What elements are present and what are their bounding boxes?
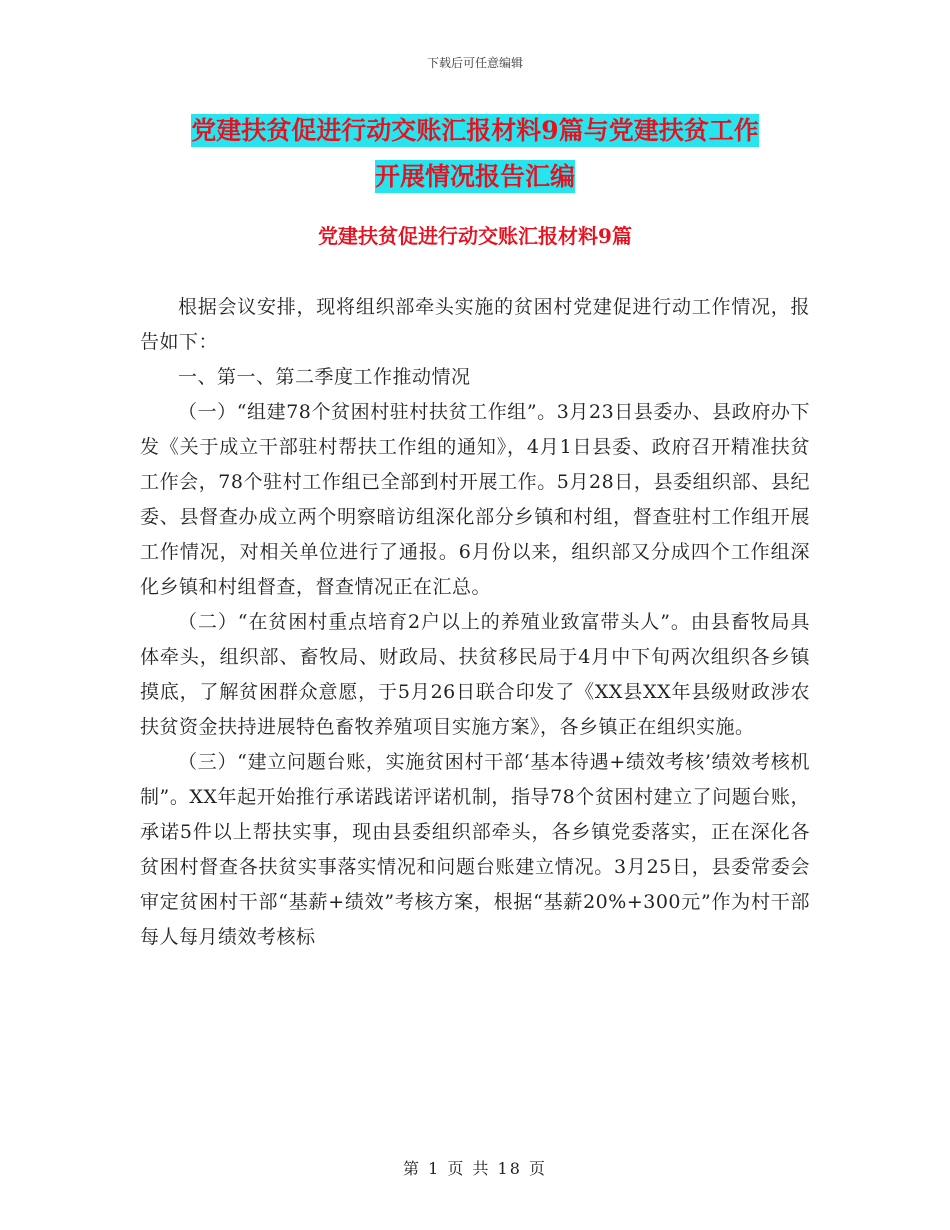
- paragraph-item-2: （二）“在贫困村重点培育2户以上的养殖业致富带头人”。由县畜牧局具体牵头，组织部、畜牧局、财政局、扶贫移民局于4月中下旬两次组织各乡镇摸底，了解贫困群众意愿，于5月26日联合印发了《XX县XX年县级财政涉农扶贫资金扶持进展特色畜牧养殖项目实施方案》，各乡镇正在组织实施。: [140, 611, 810, 738]
- paragraph-item-3: （三）“建立问题台账，实施贫困村干部‘基本待遇+绩效考核’绩效考核机制”。XX年起开始推行承诺践诺评诺机制，指导78个贫困村建立了问题台账，承诺5件以上帮扶实事，现由县委组织部牵头，各乡镇党委落实，正在深化各贫困村督查各扶贫实事落实情况和问题台账建立情况。3月25日，县委常委会审定贫困村干部“基薪+绩效”考核方案，根据“基薪20%+300元”作为村干部每人每月绩效考核标: [140, 751, 810, 948]
- main-title: [100, 108, 850, 200]
- paragraph-intro: 根据会议安排，现将组织部牵头实施的贫困村党建促进行动工作情况，报告如下：: [140, 296, 810, 353]
- paragraph-item-1: （一）“组建78个贫困村驻村扶贫工作组”。3月23日县委办、县政府办下发《关于成立干部驻村帮扶工作组的通知》，4月1日县委、政府召开精准扶贫工作会，78个驻村工作组已全部到村开展工作。5月28日，县委组织部、县纪委、县督查办成立两个明察暗访组深化部分乡镇和村组，督查驻村工作组开展工作情况，对相关单位进行了通报。6月份以来，组织部又分成四个工作组深化乡镇和村组督查，督查情况正在汇总。: [140, 401, 810, 598]
- section-title: 党建扶贫促进行动交账汇报材料9篇: [318, 224, 632, 248]
- header-note: 下载后可任意编辑: [426, 56, 523, 70]
- body-text: [140, 290, 810, 955]
- main-title-line1: 党建扶贫促进行动交账汇报材料9篇与党建扶贫工作: [191, 116, 759, 145]
- paragraph-heading-1: 一、第一、第二季度工作推动情况: [178, 366, 471, 388]
- main-title-line2: 开展情况报告汇编: [374, 162, 575, 191]
- page-footer: 第 1 页 共 18 页: [403, 1159, 547, 1178]
